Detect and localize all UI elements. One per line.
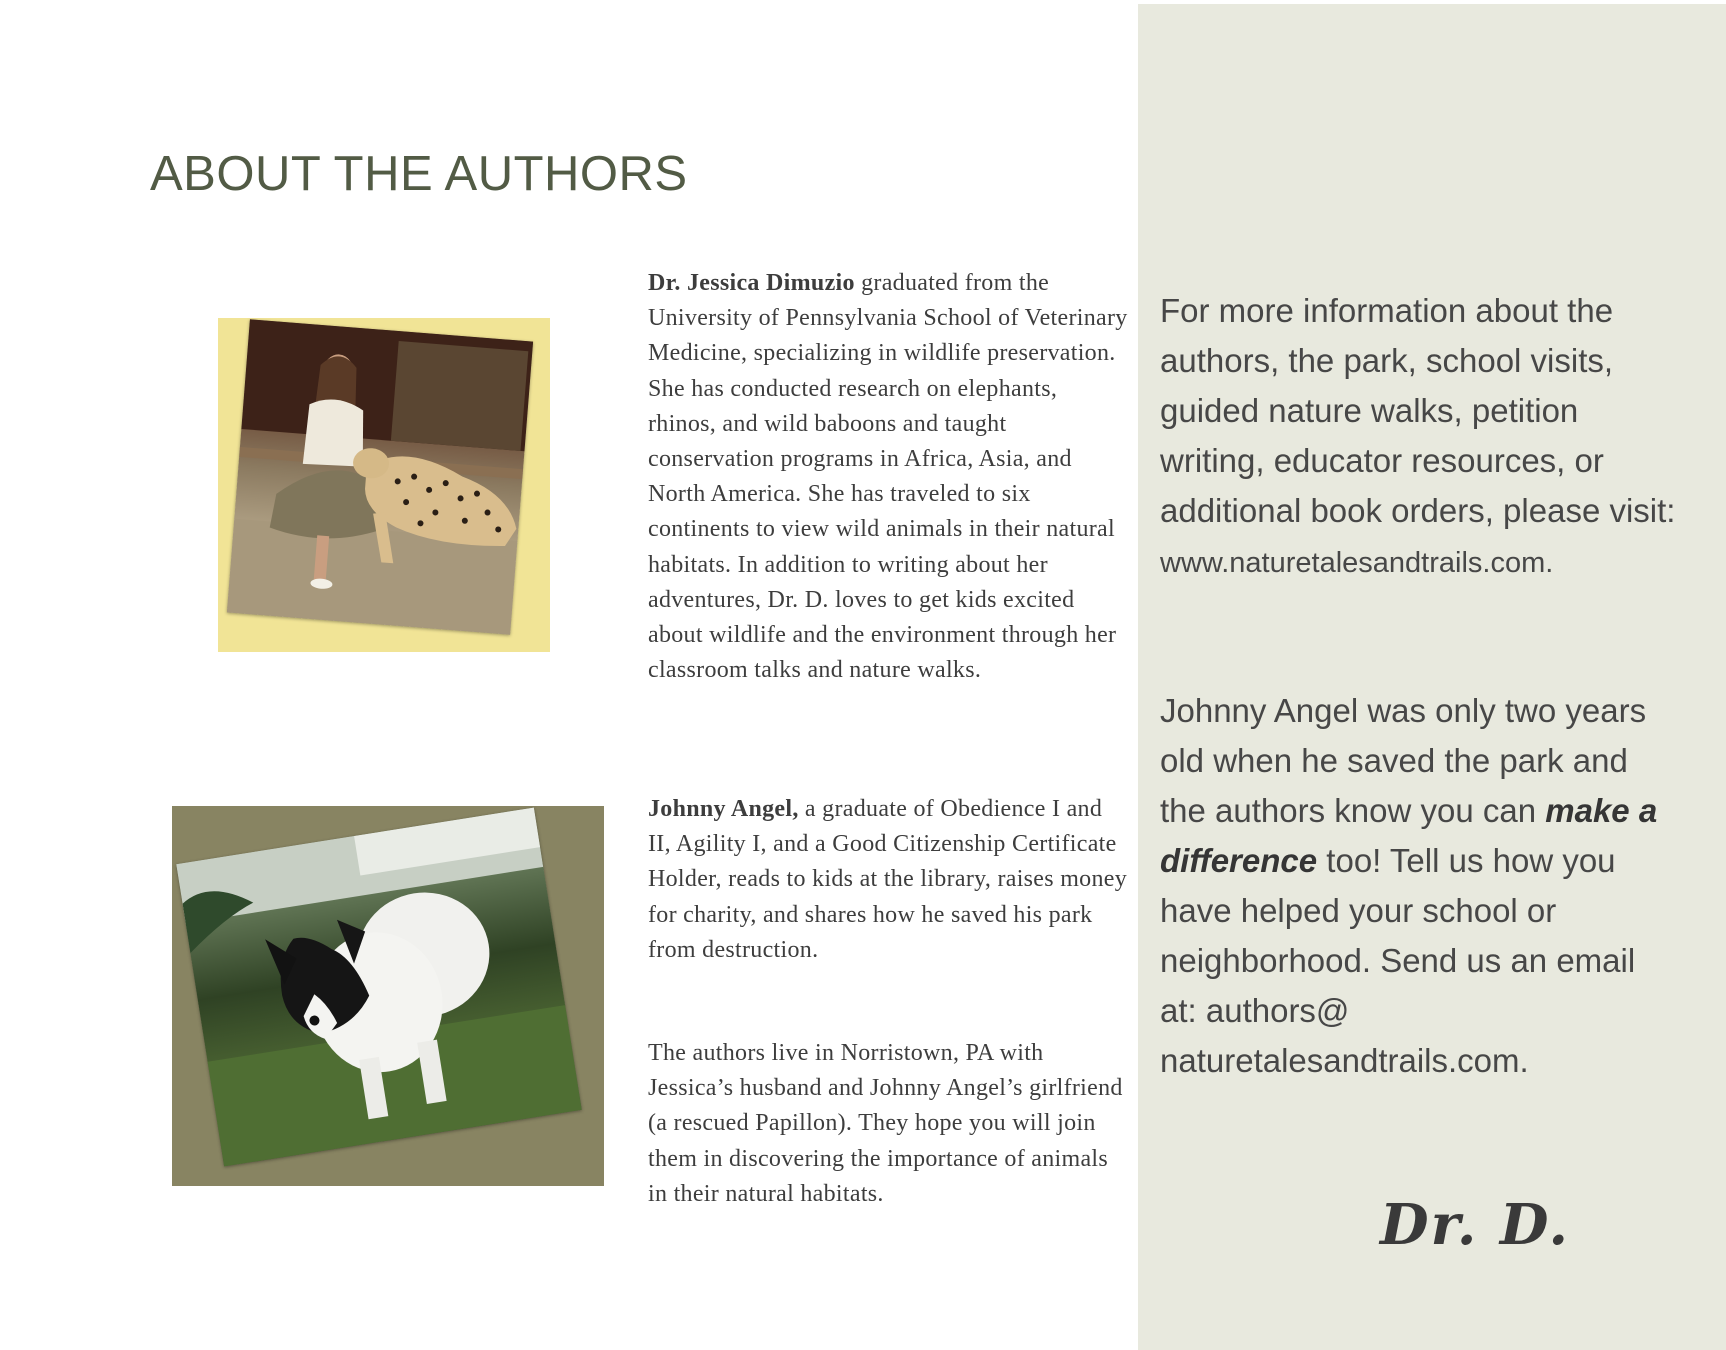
sidebar-appeal — [1160, 686, 1680, 1086]
bio-johnny-name: Johnny Angel, — [648, 796, 799, 822]
bio-johnny — [648, 792, 1128, 968]
jessica-cheetah-photo — [227, 319, 533, 634]
johnny-angel-photo — [176, 808, 581, 1167]
bio-johnny-text: a graduate of Obedience I and II, Agility I, and a Good Citizenship Certificate Holder, reads to kids at the library, raises money for charity, and shares how he saved his park from destruction. — [648, 796, 1128, 963]
appeal-text-start: Johnny Angel was only two years old when he saved the park and the authors know you can — [1160, 692, 1647, 829]
photo-mat-jessica — [218, 318, 550, 652]
sidebar-panel — [1138, 4, 1726, 1350]
bio-jessica-name: Dr. Jessica Dimuzio — [648, 270, 855, 296]
sidebar-info-text: For more information about the authors, the park, school visits, guided nature walks, petition writing, educator resources, or additional book orders, please visit: — [1160, 292, 1676, 529]
appeal-emphasis: make a difference — [1160, 792, 1658, 879]
signature: Dr. D. — [1380, 1192, 1570, 1258]
bio-jessica — [648, 266, 1128, 688]
photo-mat-johnny — [172, 806, 604, 1186]
website-link[interactable]: www.naturetalesandtrails.com. — [1160, 547, 1554, 579]
page-title: ABOUT THE AUTHORS — [150, 147, 688, 201]
bio-home: The authors live in Norristown, PA with Jessica’s husband and Johnny Angel’s girlfriend (a rescued Papillon). They hope you will join them in discovering the importance of animals in their natural habitats. — [648, 1040, 1123, 1207]
bio-jessica-text: graduated from the University of Pennsylvania School of Veterinary Medicine, specializing in wildlife preservation. She has conducted research on elephants, rhinos, and wild baboons and taught conservation programs in Africa, Asia, and North America. She has traveled to six continents to view wild animals in their natural habitats. In addition to writing about her adventures, Dr. D. loves to get kids excited about wildlife and the environment through her classroom talks and nature walks. — [648, 270, 1128, 684]
sidebar-info — [1160, 286, 1680, 588]
appeal-text-end: too! Tell us how you have helped your school or neighborhood. Send us an email at: authors@ naturetalesandtrails.com. — [1160, 842, 1636, 1079]
